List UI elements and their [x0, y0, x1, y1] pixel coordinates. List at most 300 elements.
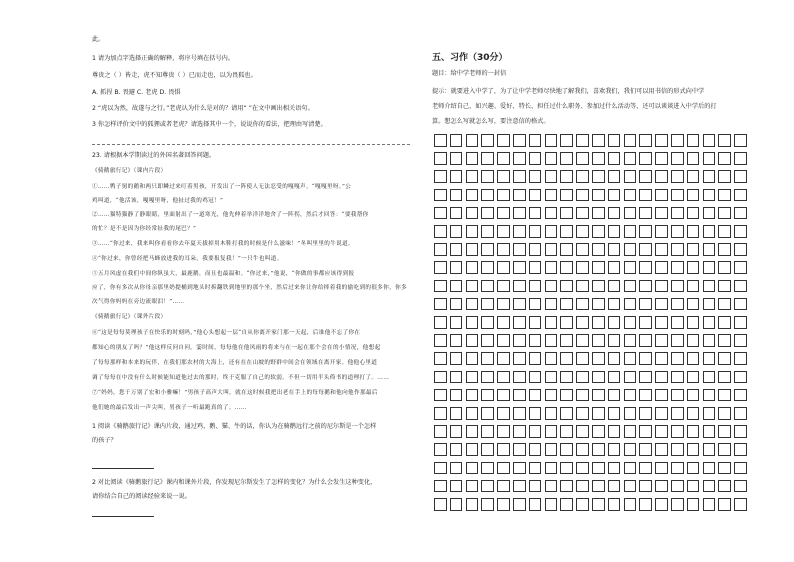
writing-cell[interactable]: [466, 316, 479, 329]
writing-cell[interactable]: [718, 280, 731, 293]
writing-cell[interactable]: [639, 316, 652, 329]
writing-cell[interactable]: [655, 425, 668, 438]
writing-cell[interactable]: [703, 425, 716, 438]
writing-cell[interactable]: [608, 189, 621, 202]
writing-cell[interactable]: [592, 225, 605, 238]
writing-cell[interactable]: [497, 189, 510, 202]
writing-cell[interactable]: [481, 134, 494, 147]
writing-cell[interactable]: [576, 207, 589, 220]
writing-cell[interactable]: [545, 407, 558, 420]
writing-cell[interactable]: [466, 334, 479, 347]
writing-cell[interactable]: [466, 480, 479, 493]
writing-cell[interactable]: [718, 371, 731, 384]
writing-cell[interactable]: [481, 189, 494, 202]
writing-cell[interactable]: [687, 371, 700, 384]
writing-cell[interactable]: [655, 443, 668, 456]
writing-cell[interactable]: [576, 170, 589, 183]
writing-cell[interactable]: [576, 498, 589, 511]
writing-cell[interactable]: [639, 152, 652, 165]
writing-cell[interactable]: [560, 334, 573, 347]
writing-cell[interactable]: [655, 207, 668, 220]
writing-cell[interactable]: [450, 371, 463, 384]
writing-cell[interactable]: [671, 225, 684, 238]
writing-cell[interactable]: [608, 334, 621, 347]
writing-cell[interactable]: [481, 280, 494, 293]
writing-cell[interactable]: [687, 152, 700, 165]
writing-cell[interactable]: [608, 371, 621, 384]
writing-cell[interactable]: [671, 170, 684, 183]
writing-cell[interactable]: [513, 298, 526, 311]
writing-cell[interactable]: [529, 334, 542, 347]
writing-cell[interactable]: [592, 261, 605, 274]
writing-cell[interactable]: [450, 425, 463, 438]
writing-cell[interactable]: [545, 225, 558, 238]
writing-cell[interactable]: [545, 261, 558, 274]
writing-cell[interactable]: [624, 389, 637, 402]
writing-cell[interactable]: [687, 425, 700, 438]
writing-cell[interactable]: [497, 407, 510, 420]
writing-cell[interactable]: [545, 243, 558, 256]
writing-cell[interactable]: [624, 134, 637, 147]
writing-cell[interactable]: [687, 189, 700, 202]
writing-cell[interactable]: [466, 443, 479, 456]
writing-cell[interactable]: [624, 152, 637, 165]
writing-cell[interactable]: [481, 298, 494, 311]
writing-cell[interactable]: [529, 280, 542, 293]
writing-cell[interactable]: [734, 407, 747, 420]
writing-cell[interactable]: [497, 316, 510, 329]
writing-cell[interactable]: [592, 498, 605, 511]
writing-cell[interactable]: [545, 352, 558, 365]
writing-cell[interactable]: [703, 225, 716, 238]
writing-cell[interactable]: [718, 225, 731, 238]
writing-cell[interactable]: [481, 407, 494, 420]
writing-cell[interactable]: [466, 280, 479, 293]
writing-cell[interactable]: [466, 389, 479, 402]
writing-cell[interactable]: [592, 425, 605, 438]
writing-cell[interactable]: [545, 134, 558, 147]
writing-cell[interactable]: [466, 243, 479, 256]
writing-cell[interactable]: [545, 298, 558, 311]
writing-cell[interactable]: [481, 261, 494, 274]
writing-cell[interactable]: [703, 280, 716, 293]
writing-cell[interactable]: [592, 207, 605, 220]
writing-cell[interactable]: [718, 134, 731, 147]
writing-cell[interactable]: [734, 152, 747, 165]
writing-cell[interactable]: [608, 425, 621, 438]
writing-cell[interactable]: [718, 480, 731, 493]
writing-cell[interactable]: [529, 189, 542, 202]
writing-cell[interactable]: [687, 462, 700, 475]
writing-cell[interactable]: [434, 480, 447, 493]
writing-cell[interactable]: [718, 498, 731, 511]
writing-cell[interactable]: [655, 261, 668, 274]
writing-cell[interactable]: [481, 334, 494, 347]
writing-cell[interactable]: [513, 152, 526, 165]
writing-cell[interactable]: [560, 443, 573, 456]
writing-cell[interactable]: [687, 243, 700, 256]
writing-cell[interactable]: [734, 498, 747, 511]
writing-cell[interactable]: [560, 243, 573, 256]
writing-cell[interactable]: [592, 298, 605, 311]
writing-cell[interactable]: [671, 462, 684, 475]
writing-cell[interactable]: [529, 243, 542, 256]
writing-cell[interactable]: [592, 152, 605, 165]
writing-cell[interactable]: [450, 334, 463, 347]
writing-cell[interactable]: [497, 261, 510, 274]
writing-cell[interactable]: [466, 498, 479, 511]
writing-cell[interactable]: [624, 498, 637, 511]
writing-cell[interactable]: [687, 352, 700, 365]
writing-cell[interactable]: [576, 407, 589, 420]
writing-cell[interactable]: [703, 134, 716, 147]
writing-cell[interactable]: [560, 352, 573, 365]
writing-cell[interactable]: [576, 280, 589, 293]
writing-cell[interactable]: [624, 207, 637, 220]
writing-cell[interactable]: [560, 371, 573, 384]
writing-cell[interactable]: [513, 243, 526, 256]
writing-cell[interactable]: [655, 316, 668, 329]
writing-cell[interactable]: [655, 189, 668, 202]
writing-cell[interactable]: [624, 189, 637, 202]
writing-cell[interactable]: [671, 480, 684, 493]
writing-cell[interactable]: [497, 498, 510, 511]
writing-cell[interactable]: [703, 480, 716, 493]
writing-cell[interactable]: [513, 352, 526, 365]
writing-cell[interactable]: [734, 443, 747, 456]
writing-cell[interactable]: [592, 407, 605, 420]
writing-cell[interactable]: [718, 334, 731, 347]
writing-cell[interactable]: [513, 316, 526, 329]
writing-cell[interactable]: [655, 389, 668, 402]
writing-cell[interactable]: [513, 480, 526, 493]
writing-cell[interactable]: [687, 207, 700, 220]
writing-cell[interactable]: [450, 261, 463, 274]
writing-cell[interactable]: [718, 407, 731, 420]
writing-cell[interactable]: [545, 152, 558, 165]
writing-cell[interactable]: [608, 225, 621, 238]
writing-cell[interactable]: [608, 243, 621, 256]
writing-cell[interactable]: [655, 371, 668, 384]
writing-cell[interactable]: [560, 261, 573, 274]
writing-cell[interactable]: [671, 298, 684, 311]
writing-cell[interactable]: [671, 425, 684, 438]
writing-cell[interactable]: [734, 389, 747, 402]
writing-cell[interactable]: [639, 225, 652, 238]
writing-cell[interactable]: [560, 152, 573, 165]
writing-cell[interactable]: [687, 134, 700, 147]
writing-cell[interactable]: [529, 225, 542, 238]
writing-cell[interactable]: [434, 280, 447, 293]
writing-cell[interactable]: [497, 480, 510, 493]
writing-cell[interactable]: [687, 389, 700, 402]
writing-cell[interactable]: [466, 225, 479, 238]
writing-cell[interactable]: [545, 462, 558, 475]
writing-cell[interactable]: [734, 207, 747, 220]
writing-cell[interactable]: [560, 298, 573, 311]
writing-cell[interactable]: [703, 371, 716, 384]
writing-cell[interactable]: [497, 170, 510, 183]
writing-cell[interactable]: [560, 207, 573, 220]
writing-cell[interactable]: [545, 389, 558, 402]
writing-cell[interactable]: [592, 134, 605, 147]
writing-cell[interactable]: [545, 480, 558, 493]
writing-cell[interactable]: [718, 462, 731, 475]
writing-cell[interactable]: [529, 261, 542, 274]
writing-cell[interactable]: [481, 389, 494, 402]
writing-cell[interactable]: [734, 225, 747, 238]
writing-cell[interactable]: [639, 407, 652, 420]
writing-cell[interactable]: [639, 280, 652, 293]
writing-grid[interactable]: [434, 134, 747, 511]
writing-cell[interactable]: [624, 371, 637, 384]
writing-cell[interactable]: [734, 425, 747, 438]
writing-cell[interactable]: [734, 298, 747, 311]
writing-cell[interactable]: [703, 189, 716, 202]
writing-cell[interactable]: [639, 334, 652, 347]
writing-cell[interactable]: [639, 298, 652, 311]
writing-cell[interactable]: [560, 425, 573, 438]
writing-cell[interactable]: [576, 334, 589, 347]
writing-cell[interactable]: [481, 352, 494, 365]
writing-cell[interactable]: [545, 371, 558, 384]
writing-cell[interactable]: [513, 207, 526, 220]
writing-cell[interactable]: [450, 316, 463, 329]
writing-cell[interactable]: [639, 498, 652, 511]
writing-cell[interactable]: [592, 389, 605, 402]
writing-cell[interactable]: [734, 243, 747, 256]
writing-cell[interactable]: [481, 207, 494, 220]
writing-cell[interactable]: [608, 298, 621, 311]
writing-cell[interactable]: [576, 443, 589, 456]
writing-cell[interactable]: [481, 152, 494, 165]
writing-cell[interactable]: [434, 316, 447, 329]
writing-cell[interactable]: [671, 371, 684, 384]
writing-cell[interactable]: [608, 134, 621, 147]
writing-cell[interactable]: [624, 298, 637, 311]
writing-cell[interactable]: [434, 298, 447, 311]
writing-cell[interactable]: [718, 425, 731, 438]
writing-cell[interactable]: [592, 352, 605, 365]
writing-cell[interactable]: [513, 498, 526, 511]
writing-cell[interactable]: [450, 389, 463, 402]
writing-cell[interactable]: [576, 189, 589, 202]
writing-cell[interactable]: [466, 371, 479, 384]
writing-cell[interactable]: [529, 134, 542, 147]
writing-cell[interactable]: [434, 207, 447, 220]
writing-cell[interactable]: [481, 462, 494, 475]
writing-cell[interactable]: [655, 225, 668, 238]
writing-cell[interactable]: [529, 462, 542, 475]
writing-cell[interactable]: [545, 443, 558, 456]
writing-cell[interactable]: [434, 443, 447, 456]
writing-cell[interactable]: [655, 352, 668, 365]
writing-cell[interactable]: [671, 207, 684, 220]
writing-cell[interactable]: [734, 352, 747, 365]
writing-cell[interactable]: [608, 498, 621, 511]
writing-cell[interactable]: [718, 261, 731, 274]
writing-cell[interactable]: [560, 316, 573, 329]
writing-cell[interactable]: [545, 425, 558, 438]
writing-cell[interactable]: [560, 498, 573, 511]
writing-cell[interactable]: [466, 207, 479, 220]
writing-cell[interactable]: [639, 134, 652, 147]
writing-cell[interactable]: [671, 407, 684, 420]
writing-cell[interactable]: [481, 243, 494, 256]
writing-cell[interactable]: [624, 225, 637, 238]
writing-cell[interactable]: [592, 443, 605, 456]
writing-cell[interactable]: [466, 261, 479, 274]
writing-cell[interactable]: [497, 280, 510, 293]
writing-cell[interactable]: [513, 407, 526, 420]
writing-cell[interactable]: [703, 316, 716, 329]
writing-cell[interactable]: [718, 170, 731, 183]
writing-cell[interactable]: [529, 389, 542, 402]
writing-cell[interactable]: [671, 498, 684, 511]
writing-cell[interactable]: [608, 407, 621, 420]
writing-cell[interactable]: [671, 261, 684, 274]
writing-cell[interactable]: [450, 298, 463, 311]
writing-cell[interactable]: [513, 443, 526, 456]
writing-cell[interactable]: [639, 462, 652, 475]
writing-cell[interactable]: [513, 134, 526, 147]
writing-cell[interactable]: [718, 443, 731, 456]
answer-line[interactable]: [92, 468, 154, 469]
writing-cell[interactable]: [529, 425, 542, 438]
writing-cell[interactable]: [450, 134, 463, 147]
writing-cell[interactable]: [671, 352, 684, 365]
writing-cell[interactable]: [687, 443, 700, 456]
writing-cell[interactable]: [592, 316, 605, 329]
writing-cell[interactable]: [466, 462, 479, 475]
writing-cell[interactable]: [576, 316, 589, 329]
writing-cell[interactable]: [655, 280, 668, 293]
writing-cell[interactable]: [481, 425, 494, 438]
writing-cell[interactable]: [513, 371, 526, 384]
writing-cell[interactable]: [718, 298, 731, 311]
writing-cell[interactable]: [655, 480, 668, 493]
writing-cell[interactable]: [466, 407, 479, 420]
writing-cell[interactable]: [497, 152, 510, 165]
writing-cell[interactable]: [466, 298, 479, 311]
writing-cell[interactable]: [497, 389, 510, 402]
writing-cell[interactable]: [624, 352, 637, 365]
writing-cell[interactable]: [450, 462, 463, 475]
writing-cell[interactable]: [734, 334, 747, 347]
writing-cell[interactable]: [624, 280, 637, 293]
writing-cell[interactable]: [450, 443, 463, 456]
writing-cell[interactable]: [545, 207, 558, 220]
writing-cell[interactable]: [513, 261, 526, 274]
writing-cell[interactable]: [450, 189, 463, 202]
writing-cell[interactable]: [560, 134, 573, 147]
writing-cell[interactable]: [592, 280, 605, 293]
writing-cell[interactable]: [450, 498, 463, 511]
writing-cell[interactable]: [513, 334, 526, 347]
writing-cell[interactable]: [655, 152, 668, 165]
writing-cell[interactable]: [671, 134, 684, 147]
writing-cell[interactable]: [687, 225, 700, 238]
writing-cell[interactable]: [466, 170, 479, 183]
writing-cell[interactable]: [434, 134, 447, 147]
writing-cell[interactable]: [576, 298, 589, 311]
writing-cell[interactable]: [560, 170, 573, 183]
writing-cell[interactable]: [434, 352, 447, 365]
writing-cell[interactable]: [671, 443, 684, 456]
writing-cell[interactable]: [734, 261, 747, 274]
writing-cell[interactable]: [481, 498, 494, 511]
writing-cell[interactable]: [624, 261, 637, 274]
writing-cell[interactable]: [576, 352, 589, 365]
writing-cell[interactable]: [624, 425, 637, 438]
writing-cell[interactable]: [703, 152, 716, 165]
writing-cell[interactable]: [671, 389, 684, 402]
writing-cell[interactable]: [687, 498, 700, 511]
writing-cell[interactable]: [655, 407, 668, 420]
writing-cell[interactable]: [450, 280, 463, 293]
writing-cell[interactable]: [703, 170, 716, 183]
writing-cell[interactable]: [718, 207, 731, 220]
writing-cell[interactable]: [576, 152, 589, 165]
writing-cell[interactable]: [434, 261, 447, 274]
writing-cell[interactable]: [513, 425, 526, 438]
writing-cell[interactable]: [434, 334, 447, 347]
writing-cell[interactable]: [434, 170, 447, 183]
writing-cell[interactable]: [639, 207, 652, 220]
writing-cell[interactable]: [687, 170, 700, 183]
writing-cell[interactable]: [450, 480, 463, 493]
writing-cell[interactable]: [576, 134, 589, 147]
writing-cell[interactable]: [497, 352, 510, 365]
writing-cell[interactable]: [703, 261, 716, 274]
writing-cell[interactable]: [734, 189, 747, 202]
writing-cell[interactable]: [608, 480, 621, 493]
writing-cell[interactable]: [608, 443, 621, 456]
writing-cell[interactable]: [576, 480, 589, 493]
writing-cell[interactable]: [671, 243, 684, 256]
writing-cell[interactable]: [560, 462, 573, 475]
writing-cell[interactable]: [655, 334, 668, 347]
writing-cell[interactable]: [560, 389, 573, 402]
writing-cell[interactable]: [466, 189, 479, 202]
writing-cell[interactable]: [639, 425, 652, 438]
writing-cell[interactable]: [718, 243, 731, 256]
writing-cell[interactable]: [703, 407, 716, 420]
writing-cell[interactable]: [592, 480, 605, 493]
writing-cell[interactable]: [450, 243, 463, 256]
writing-cell[interactable]: [560, 407, 573, 420]
writing-cell[interactable]: [529, 371, 542, 384]
writing-cell[interactable]: [734, 371, 747, 384]
writing-cell[interactable]: [624, 443, 637, 456]
writing-cell[interactable]: [639, 189, 652, 202]
writing-cell[interactable]: [624, 480, 637, 493]
writing-cell[interactable]: [608, 170, 621, 183]
writing-cell[interactable]: [655, 170, 668, 183]
writing-cell[interactable]: [624, 334, 637, 347]
writing-cell[interactable]: [481, 225, 494, 238]
writing-cell[interactable]: [608, 462, 621, 475]
writing-cell[interactable]: [639, 371, 652, 384]
writing-cell[interactable]: [576, 389, 589, 402]
writing-cell[interactable]: [703, 243, 716, 256]
writing-cell[interactable]: [718, 189, 731, 202]
writing-cell[interactable]: [671, 189, 684, 202]
writing-cell[interactable]: [703, 389, 716, 402]
writing-cell[interactable]: [481, 170, 494, 183]
writing-cell[interactable]: [655, 498, 668, 511]
writing-cell[interactable]: [466, 352, 479, 365]
